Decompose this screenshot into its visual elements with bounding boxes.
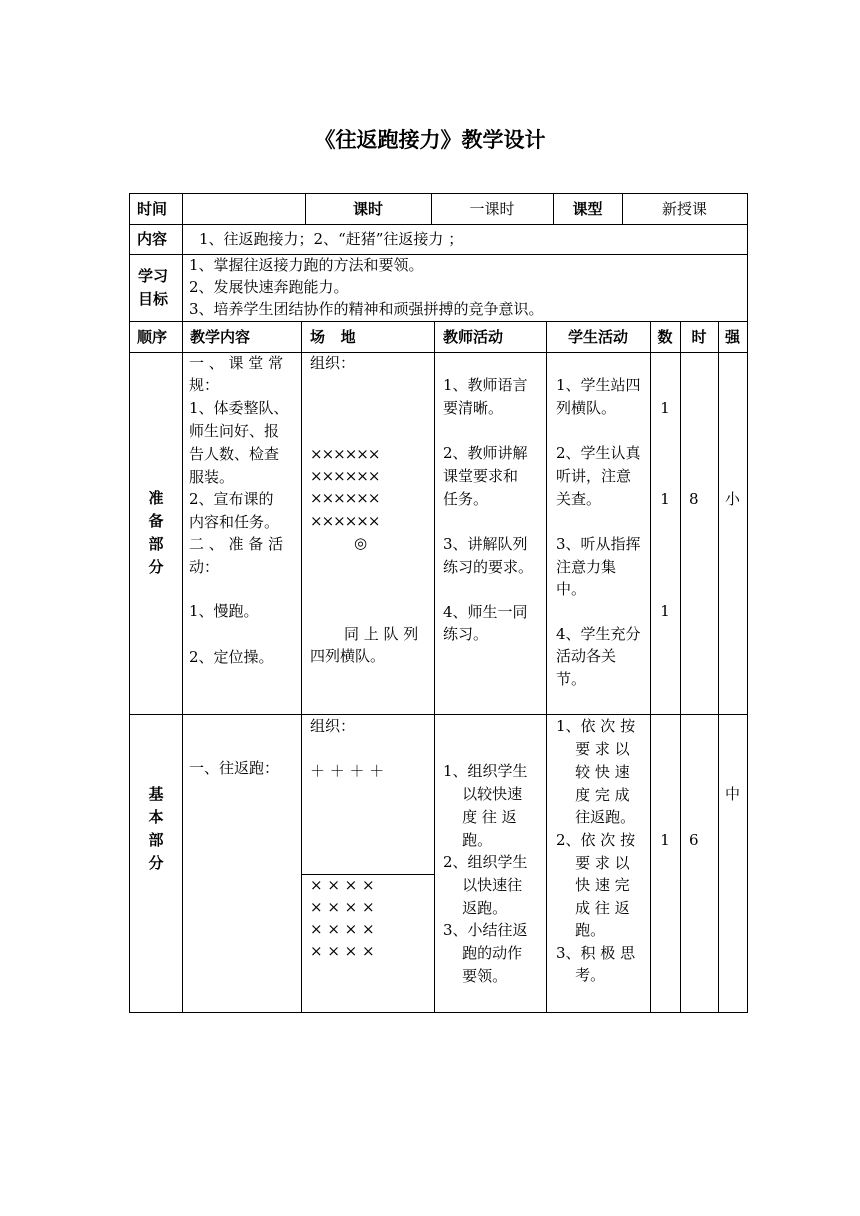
student-line: 度 完 成 bbox=[556, 786, 630, 804]
basic-order-char: 本 bbox=[148, 808, 164, 826]
student-line: 1、学生站四 bbox=[556, 376, 641, 394]
col-teaching-content: 教学内容 bbox=[190, 328, 251, 346]
student-line: 活动各关 bbox=[556, 647, 617, 665]
basic-content: 一、往返跑： bbox=[189, 759, 280, 777]
student-line: 跑。 bbox=[556, 921, 606, 939]
student-line: 关查。 bbox=[556, 490, 602, 508]
student-line: 节。 bbox=[556, 670, 587, 688]
prep-order-char: 部 bbox=[148, 535, 164, 553]
student-line: 考。 bbox=[556, 966, 606, 984]
teacher-line: 任务。 bbox=[443, 490, 489, 508]
col-count: 数 bbox=[657, 328, 673, 346]
document-title: 《往返跑接力》教学设计 bbox=[314, 128, 546, 152]
type-label: 课型 bbox=[572, 200, 603, 218]
student-line: 3、听从指挥 bbox=[556, 535, 641, 553]
prep-content-line: 二 、 准 备 活 bbox=[189, 535, 284, 553]
goal-item: 1、掌握往返接力跑的方法和要领。 bbox=[189, 256, 424, 274]
student-line: 注意力集 bbox=[556, 558, 617, 576]
basic-order-char: 基 bbox=[148, 785, 164, 803]
student-line: 4、学生充分 bbox=[556, 625, 641, 643]
prep-content-line: 师生问好、报 bbox=[189, 422, 280, 440]
student-line: 较 快 速 bbox=[556, 763, 630, 781]
runner-row: ＋ ＋ ＋ ＋ bbox=[310, 762, 385, 780]
student-line: 快 速 完 bbox=[556, 876, 630, 894]
col-time: 时 bbox=[691, 328, 707, 346]
goals-label-2: 目标 bbox=[138, 290, 169, 308]
prep-content-line: 1、体委整队、 bbox=[189, 399, 289, 417]
lesson-label: 课时 bbox=[352, 200, 383, 218]
teacher-line: 练习。 bbox=[443, 625, 489, 643]
prep-order-char: 准 bbox=[148, 489, 164, 507]
col-teacher: 教师活动 bbox=[443, 328, 504, 346]
student-line: 成 往 返 bbox=[556, 899, 630, 917]
teacher-line: 3、讲解队列 bbox=[443, 535, 528, 553]
formation-row: ×××××× bbox=[310, 445, 380, 463]
teacher-line: 1、教师语言 bbox=[443, 376, 528, 394]
student-line: 中。 bbox=[556, 580, 587, 598]
prep-order-char: 分 bbox=[148, 558, 164, 576]
venue-org-label: 组织： bbox=[310, 717, 356, 735]
teacher-line: 返跑。 bbox=[443, 899, 508, 917]
teacher-line: 练习的要求。 bbox=[443, 558, 534, 576]
formation-row: ×××××× bbox=[310, 489, 380, 507]
prep-content-line: 动： bbox=[189, 558, 220, 576]
content-text: 1、往返跑接力；2、“赶猪”往返接力 ； bbox=[199, 230, 464, 248]
prep-content-line: 告人数、检查 bbox=[189, 445, 280, 463]
basic-count: 1 bbox=[660, 831, 670, 849]
student-line: 要 求 以 bbox=[556, 740, 630, 758]
goal-item: 3、培养学生团结协作的精神和顽强拼搏的竞争意识。 bbox=[189, 300, 544, 318]
basic-intensity: 中 bbox=[724, 785, 740, 803]
prep-content-line: 内容和任务。 bbox=[189, 513, 280, 531]
prep-count: 1 bbox=[660, 399, 670, 417]
prep-count: 1 bbox=[660, 490, 670, 508]
prep-content-line: 一 、 课 堂 常 bbox=[189, 354, 284, 372]
basic-order-char: 分 bbox=[148, 854, 164, 872]
teacher-line: 3、小结往返 bbox=[443, 921, 528, 939]
prep-content-line: 规： bbox=[189, 376, 220, 394]
formation-row: × × × × bbox=[310, 942, 375, 960]
student-line: 要 求 以 bbox=[556, 854, 630, 872]
student-line: 列横队。 bbox=[556, 399, 617, 417]
formation-row: × × × × bbox=[310, 920, 375, 938]
venue-note: 同 上 队 列 bbox=[344, 625, 419, 643]
teacher-line: 跑。 bbox=[443, 831, 493, 849]
teacher-line: 课堂要求和 bbox=[443, 467, 519, 485]
teacher-line: 要清晰。 bbox=[443, 399, 504, 417]
col-student: 学生活动 bbox=[567, 328, 628, 346]
time-label: 时间 bbox=[137, 200, 168, 218]
prep-order-char: 备 bbox=[148, 512, 164, 530]
col-intensity: 强 bbox=[724, 328, 740, 346]
student-line: 3、积 极 思 bbox=[556, 944, 636, 962]
teacher-line: 度 往 返 bbox=[443, 808, 517, 826]
teacher-line: 2、组织学生 bbox=[443, 853, 528, 871]
basic-order-char: 部 bbox=[148, 831, 164, 849]
basic-time: 6 bbox=[689, 831, 699, 849]
goal-item: 2、发展快速奔跑能力。 bbox=[189, 278, 349, 296]
prep-intensity: 小 bbox=[724, 490, 740, 508]
goals-label-1: 学习 bbox=[138, 267, 169, 285]
teacher-line: 2、教师讲解 bbox=[443, 444, 528, 462]
teacher-line: 4、师生一同 bbox=[443, 603, 528, 621]
venue-note: 四列横队。 bbox=[310, 647, 386, 665]
formation-row: × × × × bbox=[310, 898, 375, 916]
student-line: 1、依 次 按 bbox=[556, 717, 636, 735]
student-line: 往返跑。 bbox=[556, 808, 636, 826]
teacher-line: 以快速往 bbox=[443, 876, 523, 894]
content-label: 内容 bbox=[137, 230, 168, 248]
teacher-line: 以较快速 bbox=[443, 785, 523, 803]
venue-org-label: 组织： bbox=[310, 354, 356, 372]
formation-row: × × × × bbox=[310, 876, 375, 894]
teacher-line: 1、组织学生 bbox=[443, 762, 528, 780]
student-line: 2、依 次 按 bbox=[556, 831, 636, 849]
formation-row: ×××××× bbox=[310, 512, 380, 530]
teacher-line: 要领。 bbox=[443, 967, 508, 985]
formation-row: ×××××× bbox=[310, 467, 380, 485]
lesson-value: 一课时 bbox=[469, 200, 515, 218]
prep-content-line: 服装。 bbox=[189, 468, 235, 486]
type-value: 新授课 bbox=[661, 200, 707, 218]
col-venue: 场 地 bbox=[310, 328, 356, 346]
prep-content-line: 2、定位操。 bbox=[189, 648, 274, 666]
teacher-position-symbol: ◎ bbox=[354, 534, 368, 552]
student-line: 听讲，注意 bbox=[556, 467, 632, 485]
teacher-line: 跑的动作 bbox=[443, 944, 523, 962]
col-order: 顺序 bbox=[137, 328, 168, 346]
student-line: 2、学生认真 bbox=[556, 444, 641, 462]
prep-content-line: 1、慢跑。 bbox=[189, 602, 259, 620]
prep-content-line: 2、宣布课的 bbox=[189, 490, 274, 508]
prep-time: 8 bbox=[689, 490, 699, 508]
prep-count: 1 bbox=[660, 602, 670, 620]
